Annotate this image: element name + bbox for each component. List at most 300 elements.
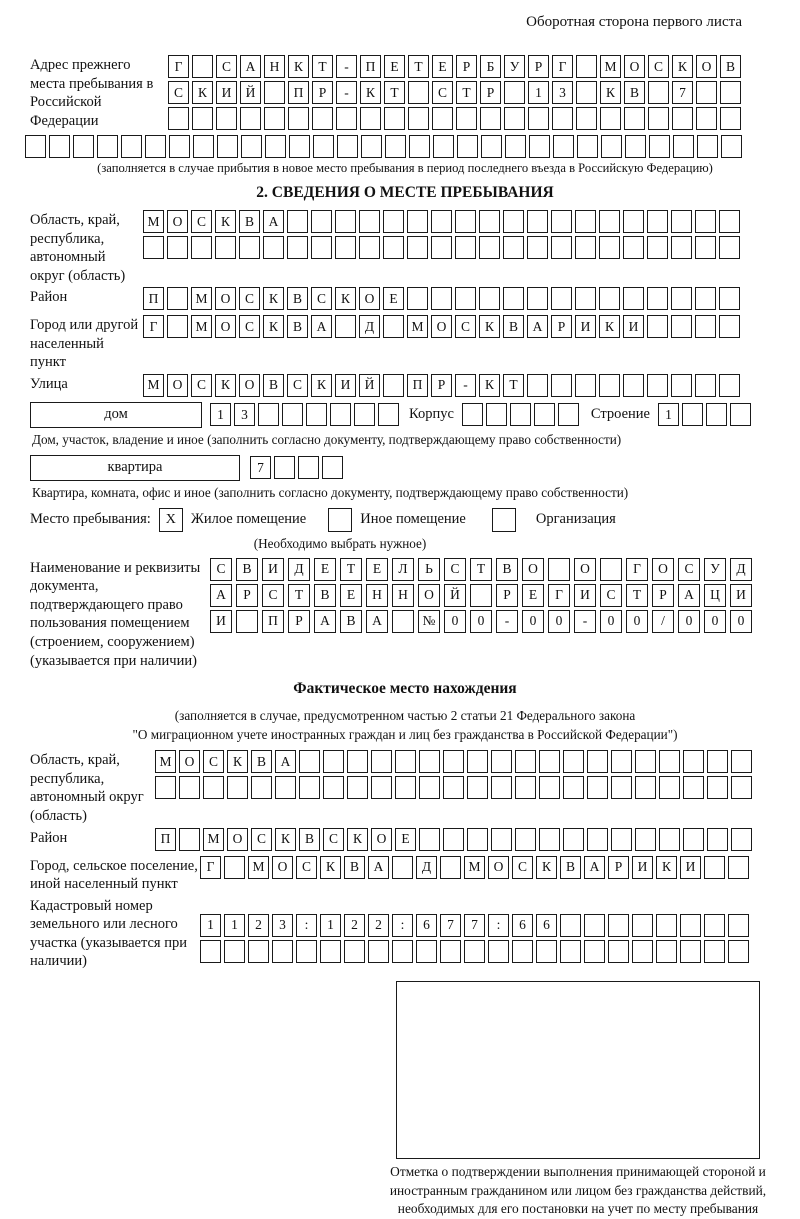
form-cell[interactable] <box>539 750 560 773</box>
form-cell[interactable]: С <box>191 210 212 233</box>
form-cell[interactable]: В <box>314 584 336 607</box>
form-cell[interactable]: С <box>455 315 476 338</box>
form-cell[interactable]: № <box>418 610 440 633</box>
form-cell[interactable] <box>337 135 358 158</box>
form-cell[interactable] <box>312 107 333 130</box>
form-cell[interactable] <box>217 135 238 158</box>
form-cell[interactable]: С <box>648 55 669 78</box>
form-cell[interactable] <box>719 374 740 397</box>
form-cell[interactable] <box>193 135 214 158</box>
form-cell[interactable] <box>145 135 166 158</box>
form-cell[interactable] <box>601 135 622 158</box>
form-cell[interactable]: В <box>299 828 320 851</box>
form-cell[interactable] <box>392 856 413 879</box>
form-cell[interactable]: О <box>652 558 674 581</box>
form-cell[interactable]: 0 <box>678 610 700 633</box>
form-cell[interactable]: Й <box>444 584 466 607</box>
form-cell[interactable] <box>378 403 399 426</box>
form-cell[interactable] <box>383 315 404 338</box>
form-cell[interactable]: С <box>239 315 260 338</box>
form-cell[interactable] <box>575 287 596 310</box>
form-cell[interactable] <box>455 210 476 233</box>
form-cell[interactable] <box>272 940 293 963</box>
form-cell[interactable]: - <box>336 55 357 78</box>
form-cell[interactable] <box>635 776 656 799</box>
form-cell[interactable] <box>680 940 701 963</box>
form-cell[interactable] <box>548 558 570 581</box>
form-cell[interactable] <box>671 236 692 259</box>
form-cell[interactable]: - <box>455 374 476 397</box>
form-cell[interactable]: К <box>275 828 296 851</box>
form-cell[interactable] <box>587 776 608 799</box>
form-cell[interactable]: С <box>191 374 212 397</box>
form-cell[interactable]: В <box>236 558 258 581</box>
form-cell[interactable] <box>431 210 452 233</box>
form-cell[interactable]: : <box>392 914 413 937</box>
form-cell[interactable]: Т <box>470 558 492 581</box>
form-cell[interactable]: Д <box>359 315 380 338</box>
form-cell[interactable]: К <box>599 315 620 338</box>
form-cell[interactable] <box>683 828 704 851</box>
form-cell[interactable]: С <box>239 287 260 310</box>
form-cell[interactable]: В <box>239 210 260 233</box>
form-cell[interactable] <box>335 315 356 338</box>
form-cell[interactable] <box>720 107 741 130</box>
form-cell[interactable]: А <box>210 584 232 607</box>
form-cell[interactable] <box>368 940 389 963</box>
form-cell[interactable] <box>227 776 248 799</box>
form-cell[interactable] <box>409 135 430 158</box>
form-cell[interactable] <box>623 210 644 233</box>
form-cell[interactable] <box>695 210 716 233</box>
form-cell[interactable] <box>440 940 461 963</box>
form-cell[interactable] <box>503 210 524 233</box>
form-cell[interactable] <box>443 776 464 799</box>
form-cell[interactable] <box>625 135 646 158</box>
form-cell[interactable]: О <box>371 828 392 851</box>
form-cell[interactable] <box>407 210 428 233</box>
form-cell[interactable]: Б <box>480 55 501 78</box>
form-cell[interactable] <box>536 940 557 963</box>
form-cell[interactable]: Г <box>168 55 189 78</box>
form-cell[interactable] <box>719 210 740 233</box>
form-cell[interactable] <box>215 236 236 259</box>
form-cell[interactable]: 7 <box>250 456 271 479</box>
form-cell[interactable] <box>49 135 70 158</box>
form-cell[interactable] <box>263 236 284 259</box>
form-cell[interactable]: - <box>496 610 518 633</box>
form-cell[interactable]: К <box>192 81 213 104</box>
form-cell[interactable] <box>179 776 200 799</box>
form-cell[interactable] <box>527 374 548 397</box>
form-cell[interactable]: О <box>272 856 293 879</box>
form-cell[interactable]: И <box>335 374 356 397</box>
form-cell[interactable]: С <box>600 584 622 607</box>
form-cell[interactable]: 1 <box>528 81 549 104</box>
form-cell[interactable] <box>491 828 512 851</box>
form-cell[interactable]: П <box>155 828 176 851</box>
form-cell[interactable] <box>635 750 656 773</box>
form-cell[interactable] <box>73 135 94 158</box>
form-cell[interactable]: Т <box>503 374 524 397</box>
form-cell[interactable] <box>443 828 464 851</box>
form-cell[interactable]: С <box>287 374 308 397</box>
form-cell[interactable] <box>563 750 584 773</box>
form-cell[interactable] <box>479 287 500 310</box>
form-cell[interactable] <box>728 856 749 879</box>
form-cell[interactable] <box>563 776 584 799</box>
form-cell[interactable]: С <box>444 558 466 581</box>
form-cell[interactable] <box>167 287 188 310</box>
form-cell[interactable] <box>491 776 512 799</box>
form-cell[interactable] <box>584 940 605 963</box>
form-cell[interactable]: 6 <box>512 914 533 937</box>
form-cell[interactable] <box>354 403 375 426</box>
form-cell[interactable]: К <box>335 287 356 310</box>
form-cell[interactable]: В <box>340 610 362 633</box>
form-cell[interactable] <box>599 374 620 397</box>
form-cell[interactable] <box>576 107 597 130</box>
form-cell[interactable] <box>97 135 118 158</box>
form-cell[interactable] <box>344 940 365 963</box>
form-cell[interactable] <box>600 558 622 581</box>
form-cell[interactable]: К <box>227 750 248 773</box>
form-cell[interactable]: Р <box>608 856 629 879</box>
form-cell[interactable] <box>419 750 440 773</box>
form-cell[interactable] <box>534 403 555 426</box>
form-cell[interactable]: Е <box>383 287 404 310</box>
form-cell[interactable] <box>336 107 357 130</box>
form-cell[interactable] <box>731 750 752 773</box>
form-cell[interactable] <box>258 403 279 426</box>
form-cell[interactable] <box>359 236 380 259</box>
form-cell[interactable] <box>551 210 572 233</box>
form-cell[interactable] <box>464 940 485 963</box>
form-cell[interactable]: С <box>311 287 332 310</box>
form-cell[interactable] <box>599 210 620 233</box>
form-cell[interactable] <box>552 107 573 130</box>
form-cell[interactable]: С <box>432 81 453 104</box>
form-cell[interactable]: А <box>263 210 284 233</box>
form-cell[interactable]: А <box>527 315 548 338</box>
form-cell[interactable]: С <box>203 750 224 773</box>
form-cell[interactable] <box>558 403 579 426</box>
form-cell[interactable] <box>527 236 548 259</box>
form-cell[interactable]: О <box>215 287 236 310</box>
form-cell[interactable]: Е <box>395 828 416 851</box>
form-cell[interactable] <box>647 287 668 310</box>
form-cell[interactable] <box>611 828 632 851</box>
form-cell[interactable]: П <box>143 287 164 310</box>
form-cell[interactable] <box>576 81 597 104</box>
form-cell[interactable]: Й <box>359 374 380 397</box>
form-cell[interactable]: О <box>624 55 645 78</box>
form-cell[interactable]: Р <box>456 55 477 78</box>
form-cell[interactable] <box>383 210 404 233</box>
form-cell[interactable] <box>360 107 381 130</box>
form-cell[interactable]: К <box>479 374 500 397</box>
form-cell[interactable]: 1 <box>320 914 341 937</box>
form-cell[interactable] <box>704 940 725 963</box>
form-cell[interactable] <box>730 403 751 426</box>
form-cell[interactable] <box>467 776 488 799</box>
form-cell[interactable] <box>529 135 550 158</box>
form-cell[interactable] <box>719 236 740 259</box>
form-cell[interactable]: К <box>215 210 236 233</box>
form-cell[interactable] <box>299 776 320 799</box>
form-cell[interactable]: М <box>248 856 269 879</box>
form-cell[interactable]: О <box>215 315 236 338</box>
form-cell[interactable]: / <box>652 610 674 633</box>
form-cell[interactable] <box>587 828 608 851</box>
form-cell[interactable]: О <box>167 374 188 397</box>
form-cell[interactable] <box>671 374 692 397</box>
form-cell[interactable]: И <box>680 856 701 879</box>
form-cell[interactable]: - <box>574 610 596 633</box>
form-cell[interactable] <box>311 210 332 233</box>
form-cell[interactable] <box>385 135 406 158</box>
form-cell[interactable] <box>224 856 245 879</box>
form-cell[interactable] <box>659 776 680 799</box>
form-cell[interactable]: К <box>656 856 677 879</box>
form-cell[interactable]: О <box>488 856 509 879</box>
form-cell[interactable] <box>671 210 692 233</box>
form-cell[interactable]: Г <box>548 584 570 607</box>
form-cell[interactable]: В <box>503 315 524 338</box>
form-cell[interactable] <box>512 940 533 963</box>
form-cell[interactable]: 1 <box>210 403 231 426</box>
form-cell[interactable] <box>731 776 752 799</box>
form-cell[interactable]: Л <box>392 558 414 581</box>
form-cell[interactable] <box>455 236 476 259</box>
form-cell[interactable]: Й <box>240 81 261 104</box>
form-cell[interactable]: 6 <box>536 914 557 937</box>
form-cell[interactable] <box>462 403 483 426</box>
form-cell[interactable] <box>361 135 382 158</box>
form-cell[interactable]: И <box>623 315 644 338</box>
form-cell[interactable]: А <box>314 610 336 633</box>
form-cell[interactable] <box>167 236 188 259</box>
form-cell[interactable] <box>539 776 560 799</box>
form-cell[interactable]: 1 <box>200 914 221 937</box>
form-cell[interactable] <box>383 374 404 397</box>
form-cell[interactable]: В <box>287 287 308 310</box>
form-cell[interactable] <box>720 81 741 104</box>
form-cell[interactable] <box>25 135 46 158</box>
form-cell[interactable] <box>298 456 319 479</box>
form-cell[interactable] <box>264 107 285 130</box>
form-cell[interactable] <box>407 287 428 310</box>
form-cell[interactable] <box>695 236 716 259</box>
form-cell[interactable]: Р <box>551 315 572 338</box>
form-cell[interactable] <box>265 135 286 158</box>
form-cell[interactable] <box>440 856 461 879</box>
form-cell[interactable]: : <box>488 914 509 937</box>
form-cell[interactable]: М <box>464 856 485 879</box>
form-cell[interactable]: 7 <box>672 81 693 104</box>
form-cell[interactable] <box>419 776 440 799</box>
form-cell[interactable] <box>575 210 596 233</box>
form-cell[interactable] <box>683 776 704 799</box>
form-cell[interactable] <box>632 914 653 937</box>
form-cell[interactable]: Т <box>384 81 405 104</box>
form-cell[interactable]: М <box>203 828 224 851</box>
form-cell[interactable] <box>330 403 351 426</box>
form-cell[interactable] <box>216 107 237 130</box>
form-cell[interactable]: С <box>678 558 700 581</box>
form-cell[interactable] <box>696 81 717 104</box>
form-cell[interactable]: О <box>431 315 452 338</box>
checkbox-zhiloe[interactable]: X <box>159 508 183 532</box>
form-cell[interactable] <box>470 584 492 607</box>
form-cell[interactable] <box>236 610 258 633</box>
form-cell[interactable] <box>656 940 677 963</box>
form-cell[interactable]: У <box>704 558 726 581</box>
form-cell[interactable]: Д <box>288 558 310 581</box>
form-cell[interactable] <box>695 315 716 338</box>
form-cell[interactable]: 1 <box>658 403 679 426</box>
form-cell[interactable]: Д <box>416 856 437 879</box>
form-cell[interactable] <box>504 81 525 104</box>
form-cell[interactable] <box>192 107 213 130</box>
form-cell[interactable] <box>624 107 645 130</box>
form-cell[interactable] <box>311 236 332 259</box>
form-cell[interactable]: М <box>407 315 428 338</box>
form-cell[interactable] <box>527 210 548 233</box>
form-cell[interactable] <box>306 403 327 426</box>
form-cell[interactable]: А <box>584 856 605 879</box>
form-cell[interactable]: 0 <box>470 610 492 633</box>
form-cell[interactable]: Ь <box>418 558 440 581</box>
form-cell[interactable] <box>599 236 620 259</box>
form-cell[interactable]: В <box>344 856 365 879</box>
form-cell[interactable] <box>419 828 440 851</box>
form-cell[interactable]: М <box>155 750 176 773</box>
form-cell[interactable]: П <box>360 55 381 78</box>
form-cell[interactable]: Н <box>392 584 414 607</box>
form-cell[interactable] <box>168 107 189 130</box>
form-cell[interactable]: Е <box>384 55 405 78</box>
form-cell[interactable] <box>480 107 501 130</box>
form-cell[interactable]: Т <box>408 55 429 78</box>
form-cell[interactable]: 0 <box>704 610 726 633</box>
form-cell[interactable]: Е <box>314 558 336 581</box>
form-cell[interactable] <box>289 135 310 158</box>
form-cell[interactable] <box>671 315 692 338</box>
form-cell[interactable]: О <box>179 750 200 773</box>
form-cell[interactable] <box>728 914 749 937</box>
form-cell[interactable] <box>407 236 428 259</box>
form-cell[interactable] <box>408 107 429 130</box>
form-cell[interactable] <box>264 81 285 104</box>
form-cell[interactable] <box>455 287 476 310</box>
form-cell[interactable]: Ц <box>704 584 726 607</box>
form-cell[interactable] <box>719 315 740 338</box>
form-cell[interactable] <box>299 750 320 773</box>
form-cell[interactable] <box>347 776 368 799</box>
form-cell[interactable]: Г <box>552 55 573 78</box>
form-cell[interactable] <box>623 287 644 310</box>
form-cell[interactable] <box>503 287 524 310</box>
form-cell[interactable] <box>632 940 653 963</box>
form-cell[interactable] <box>491 750 512 773</box>
form-cell[interactable]: А <box>275 750 296 773</box>
form-cell[interactable] <box>671 287 692 310</box>
form-cell[interactable] <box>648 81 669 104</box>
form-cell[interactable]: С <box>262 584 284 607</box>
form-cell[interactable] <box>719 287 740 310</box>
form-cell[interactable]: А <box>366 610 388 633</box>
form-cell[interactable]: : <box>296 914 317 937</box>
form-cell[interactable] <box>683 750 704 773</box>
form-cell[interactable] <box>611 750 632 773</box>
form-cell[interactable] <box>673 135 694 158</box>
form-cell[interactable]: А <box>368 856 389 879</box>
form-cell[interactable] <box>563 828 584 851</box>
form-cell[interactable] <box>647 315 668 338</box>
form-cell[interactable]: М <box>191 287 212 310</box>
form-cell[interactable] <box>443 750 464 773</box>
form-cell[interactable]: В <box>560 856 581 879</box>
form-cell[interactable]: И <box>216 81 237 104</box>
form-cell[interactable]: В <box>251 750 272 773</box>
form-cell[interactable] <box>697 135 718 158</box>
form-cell[interactable]: П <box>262 610 284 633</box>
form-cell[interactable]: - <box>336 81 357 104</box>
form-cell[interactable]: У <box>504 55 525 78</box>
form-cell[interactable]: И <box>262 558 284 581</box>
form-cell[interactable]: С <box>323 828 344 851</box>
form-cell[interactable] <box>731 828 752 851</box>
form-cell[interactable] <box>504 107 525 130</box>
form-cell[interactable] <box>515 776 536 799</box>
form-cell[interactable]: В <box>263 374 284 397</box>
form-cell[interactable]: Е <box>366 558 388 581</box>
form-cell[interactable] <box>335 210 356 233</box>
form-cell[interactable] <box>432 107 453 130</box>
form-cell[interactable] <box>560 940 581 963</box>
form-cell[interactable]: В <box>720 55 741 78</box>
form-cell[interactable]: 3 <box>272 914 293 937</box>
form-cell[interactable] <box>575 374 596 397</box>
form-cell[interactable]: К <box>347 828 368 851</box>
checkbox-inoe[interactable] <box>328 508 352 532</box>
form-cell[interactable] <box>584 914 605 937</box>
form-cell[interactable] <box>287 210 308 233</box>
form-cell[interactable] <box>155 776 176 799</box>
form-cell[interactable] <box>320 940 341 963</box>
form-cell[interactable] <box>169 135 190 158</box>
form-cell[interactable] <box>456 107 477 130</box>
form-cell[interactable] <box>192 55 213 78</box>
form-cell[interactable]: Н <box>264 55 285 78</box>
form-cell[interactable]: Р <box>312 81 333 104</box>
form-cell[interactable]: К <box>320 856 341 879</box>
form-cell[interactable] <box>431 287 452 310</box>
form-cell[interactable] <box>392 940 413 963</box>
form-cell[interactable]: 0 <box>444 610 466 633</box>
form-cell[interactable] <box>488 940 509 963</box>
form-cell[interactable]: Р <box>431 374 452 397</box>
form-cell[interactable]: В <box>287 315 308 338</box>
form-cell[interactable]: 1 <box>224 914 245 937</box>
form-cell[interactable] <box>313 135 334 158</box>
form-cell[interactable]: С <box>296 856 317 879</box>
form-cell[interactable] <box>371 750 392 773</box>
form-cell[interactable]: И <box>730 584 752 607</box>
form-cell[interactable]: О <box>239 374 260 397</box>
form-cell[interactable]: С <box>512 856 533 879</box>
